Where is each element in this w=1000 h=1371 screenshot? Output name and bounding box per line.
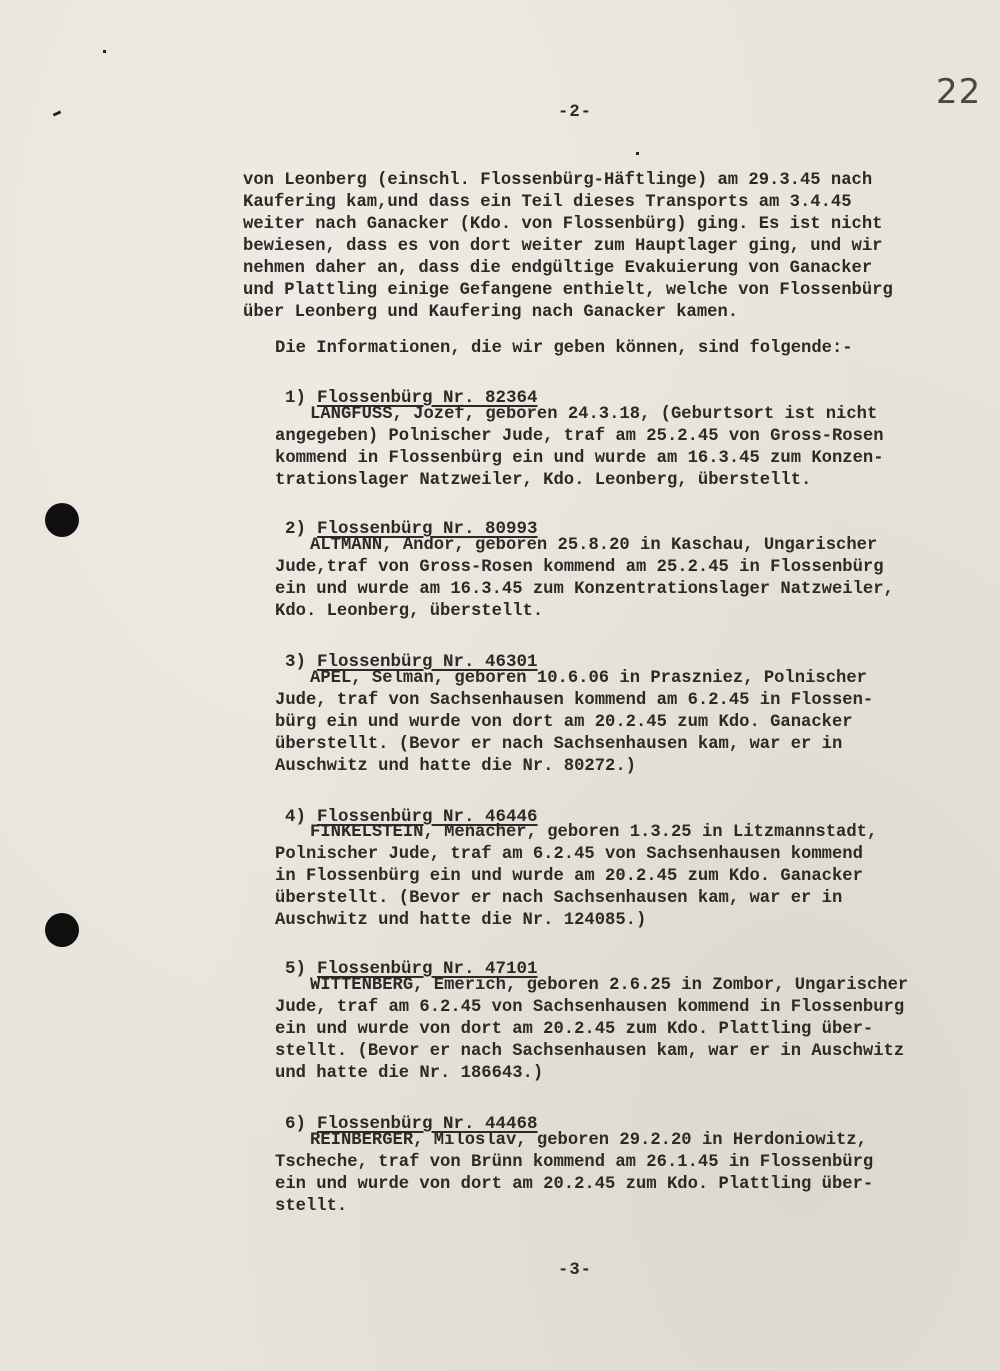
text-line: Jude, traf am 6.2.45 von Sachsenhausen kommend in Flossenburg — [275, 998, 905, 1017]
text-line: bewiesen, dass es von dort weiter zum Hauptlager ging, und wir — [243, 237, 883, 256]
text-line: LANGFUSS, Jozef, geboren 24.3.18, (Geburtsort ist nicht — [310, 405, 878, 424]
text-line: REINBERGER, Miloslav, geboren 29.2.20 in Herdoniowitz, — [310, 1131, 867, 1150]
entry-body — [275, 822, 877, 932]
text-line: und Plattling einige Gefangene enthielt, welche von Flossenbürg — [243, 281, 893, 300]
text-line: trationslager Natzweiler, Kdo. Leonberg, überstellt. — [275, 471, 812, 490]
page-footer-marker: -3- — [558, 1261, 592, 1280]
text-line: Auschwitz und hatte die Nr. 80272.) — [275, 757, 636, 776]
text-line: Kaufering kam,und dass ein Teil dieses Transports am 3.4.45 — [243, 193, 852, 212]
text-line: Kdo. Leonberg, überstellt. — [275, 602, 544, 621]
entry-number: 4) — [285, 807, 307, 827]
text-line: stellt. — [275, 1197, 348, 1216]
text-line: WITTENBERG, Emerich, geboren 2.6.25 in Zombor, Ungarischer — [310, 976, 909, 995]
punch-hole-top — [45, 503, 79, 537]
text-line: stellt. (Bevor er nach Sachsenhausen kam, war er in Auschwitz — [275, 1042, 905, 1061]
text-line: überstellt. (Bevor er nach Sachsenhausen kam, war er in — [275, 889, 843, 908]
scan-mark — [636, 152, 639, 155]
entry-body — [275, 668, 873, 778]
entry-body — [275, 535, 894, 623]
text-line: ein und wurde am 16.3.45 zum Konzentrationslager Natzweiler, — [275, 580, 894, 599]
entry-number: 1) — [285, 388, 307, 408]
text-line: ein und wurde von dort am 20.2.45 zum Kdo. Plattling über- — [275, 1020, 874, 1039]
page-number: 22 — [936, 72, 982, 112]
entry-title: Flossenbürg Nr. 46446 — [317, 807, 538, 827]
entry-body — [275, 975, 908, 1085]
entry-number: 5) — [285, 959, 307, 979]
text-line: APEL, Selman, geboren 10.6.06 in Praszniez, Polnischer — [310, 669, 867, 688]
lead-sentence — [275, 338, 853, 360]
text-line: Auschwitz und hatte die Nr. 124085.) — [275, 911, 647, 930]
entry-body — [275, 404, 884, 492]
text-line: bürg ein und wurde von dort am 20.2.45 zum Kdo. Ganacker — [275, 713, 853, 732]
text-line: FINKELSTEIN, Menacher, geboren 1.3.25 in Litzmannstadt, — [310, 823, 878, 842]
entry-number: 2) — [285, 519, 307, 539]
intro-paragraph — [243, 170, 893, 324]
entry-title: Flossenbürg Nr. 80993 — [317, 519, 538, 539]
text-line: in Flossenbürg ein und wurde am 20.2.45 zum Kdo. Ganacker — [275, 867, 863, 886]
text-line: von Leonberg (einschl. Flossenbürg-Häftlinge) am 29.3.45 nach — [243, 171, 873, 190]
entry-title: Flossenbürg Nr. 44468 — [317, 1114, 538, 1134]
page-header-marker: -2- — [558, 103, 592, 122]
text-line: und hatte die Nr. 186643.) — [275, 1064, 544, 1083]
text-line: angegeben) Polnischer Jude, traf am 25.2.45 von Gross-Rosen — [275, 427, 884, 446]
text-line: ein und wurde von dort am 20.2.45 zum Kdo. Plattling über- — [275, 1175, 874, 1194]
entry-title: Flossenbürg Nr. 82364 — [317, 388, 538, 408]
text-line: überstellt. (Bevor er nach Sachsenhausen kam, war er in — [275, 735, 843, 754]
text-line: nehmen daher an, dass die endgültige Evakuierung von Ganacker — [243, 259, 873, 278]
entry-title: Flossenbürg Nr. 47101 — [317, 959, 538, 979]
scan-mark — [103, 50, 106, 53]
text-line: über Leonberg und Kaufering nach Ganacker kamen. — [243, 303, 739, 322]
text-line: Jude, traf von Sachsenhausen kommend am 6.2.45 in Flossen- — [275, 691, 874, 710]
punch-hole-bottom — [45, 913, 79, 947]
text-line: kommend in Flossenbürg ein und wurde am 16.3.45 zum Konzen- — [275, 449, 884, 468]
text-line: weiter nach Ganacker (Kdo. von Flossenbürg) ging. Es ist nicht — [243, 215, 883, 234]
entry-body — [275, 1130, 873, 1218]
text-line: ALTMANN, Andor, geboren 25.8.20 in Kaschau, Ungarischer — [310, 536, 878, 555]
text-line: Jude,traf von Gross-Rosen kommend am 25.2.45 in Flossenbürg — [275, 558, 884, 577]
text-line: Die Informationen, die wir geben können, sind folgende:- — [275, 339, 853, 358]
entry-title: Flossenbürg Nr. 46301 — [317, 652, 538, 672]
scan-mark — [53, 110, 62, 116]
text-line: Tscheche, traf von Brünn kommend am 26.1.45 in Flossenbürg — [275, 1153, 874, 1172]
text-line: Polnischer Jude, traf am 6.2.45 von Sachsenhausen kommend — [275, 845, 863, 864]
entry-number: 3) — [285, 652, 307, 672]
entry-number: 6) — [285, 1114, 307, 1134]
